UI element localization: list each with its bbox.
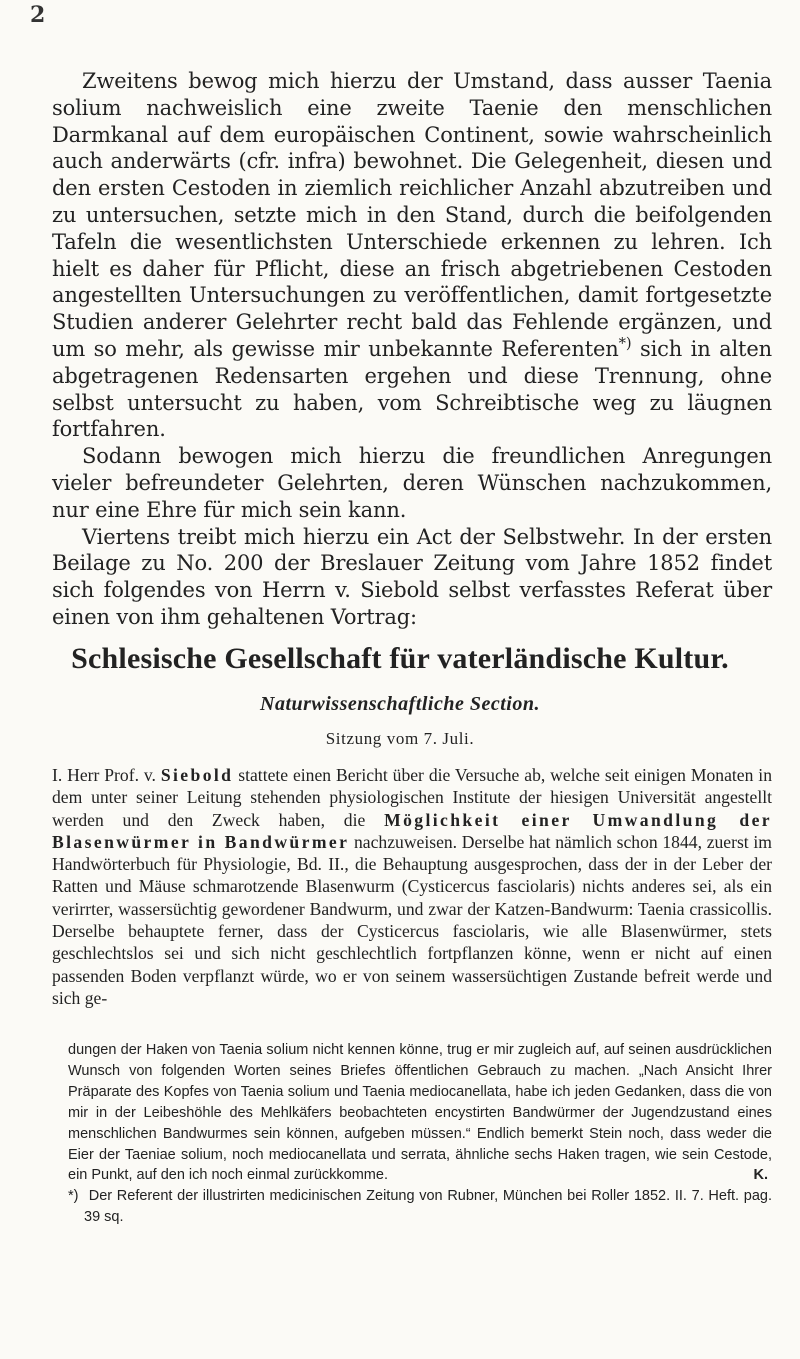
page-number: 2 [30, 2, 46, 28]
report-text: I. Herr Prof. v. [52, 765, 161, 785]
paragraph-viertens: Viertens treibt mich hierzu ein Act der Selbstwehr. In der ersten Beilage zu No. 200 der Breslauer Zeitung vom Jahre 1852 findet sich folgendes von Herrn v. Siebold selbst verfasstes Referat über einen von ihm gehaltenen Vortrag: [52, 524, 772, 629]
report-paragraph [52, 764, 772, 1009]
main-text [52, 68, 772, 631]
report-text: stattete einen Bericht über die Versuche ab, welche seit einigen Monaten in dem unter seiner Leitung stehenden physiologischen Institute der hiesigen Universität angestellt werden und den Zweck haben, die [52, 765, 772, 830]
paragraph-zweitens [52, 68, 772, 443]
footnote-text: Der Referent der illustrirten medicinischen Zeitung von Rubner, München bei Roller 1852. II. 7. Heft. pag. 39 sq. [84, 1188, 772, 1226]
footnote-marker: *) [68, 1188, 79, 1205]
section-heading: Naturwissenschaftliche Section. [260, 693, 540, 715]
footnote-reference: *) [618, 334, 632, 352]
footnote-signature: K. [753, 1167, 768, 1184]
speaker-name: Siebold [160, 765, 234, 785]
emphasized-phrase: Möglichkeit einer Umwandlung der Blasenwürmer in Bandwürmer [52, 809, 773, 852]
paragraph-text: Zweitens bewog mich hierzu der Umstand, dass ausser Taenia solium nachweislich eine zweite Taenie den menschlichen Darmkanal auf dem europäischen Continent, sowie wahrscheinlich auch anderwärts (cfr. infra) bewohnet. Die Gelegenheit, diesen und den ersten Cestoden in ziemlich reichlicher Anzahl abzutreiben und zu untersuchen, setzte mich in den Stand, durch die beifolgenden Tafeln die wesentlichsten Unterschiede erkennen zu lehren. Ich hielt es daher für Pflicht, diese an frisch abgetriebenen Cestoden angestellten Untersuchungen zu veröffentlichen, damit fortgesetzte Studien anderer Gelehrter recht bald das Fehlende ergänzen, und um so mehr, als gewisse mir unbekannte Referenten [52, 69, 772, 361]
footnotes [68, 1040, 772, 1228]
report-text: nachzuweisen. Derselbe hat nämlich schon 1844, zuerst im Handwörterbuch für Physiologie, Bd. II., die Behauptung ausgesprochen, dass der in der Leber der Ratten und Mäuse schmarotzende Blasenwurm (Cysticercus fasciolaris) nichts anderes sei, als ein verirrter, wassersüchtig gewordener Bandwurm, und zwar der Katzen-Bandwurm: Taenia crassicollis. Derselbe behauptete ferner, dass der Cysticercus fasciolaris, wie alle Blasenwürmer, stets geschlechtslos sei und sich nicht geschlechtlich fortpflanzen könne, wenn er nicht auf einen passenden Boden verpflanzt würde, wo er von seinem wassersüchtigen Zustande befreit werde und sich ge- [52, 831, 772, 1008]
paragraph-sodann: Sodann bewogen mich hierzu die freundlichen Anregungen vieler befreundeter Gelehrten, deren Wünschen nachzukommen, nur eine Ehre für mich sein kann. [52, 444, 772, 522]
footnote-text: dungen der Haken von Taenia solium nicht kennen könne, trug er mir zugleich auf, auf seinen ausdrücklichen Wunsch von folgenden Worten seines Briefes öffentlichen Gebrauch zu machen. „Nach Ansicht Ihrer Präparate des Kopfes von Taenia solium und Taenia mediocanellata, habe ich jeden Gedanken, dass die von mir in der Leibeshöhle des Mehlkäfers beobachteten encystirten Bandwürmer der Jugendzustand eines menschlichen Bandwurmes sein können, aufgeben müssen.“ Endlich bemerkt Stein noch, dass weder die Eier der Taeniae solium, noch mediocanellata und serrata, ähnliche sechs Haken tragen, wie sein Cestode, ein Punkt, auf den ich noch einmal zurückkomme. [68, 1042, 772, 1184]
session-date: Sitzung vom 7. Juli. [325, 729, 475, 748]
paragraph-text: sich in alten abgetragenen Redensarten ergehen und diese Trennung, ohne selbst untersucht zu haben, vom Schreibtische weg zu läugnen fortfahren. [52, 336, 772, 442]
quoted-report [52, 764, 772, 1009]
society-heading: Schlesische Gesellschaft für vaterländische Kultur. [71, 642, 729, 675]
footnote-referent [68, 1186, 772, 1228]
footnote-continuation [68, 1040, 772, 1186]
